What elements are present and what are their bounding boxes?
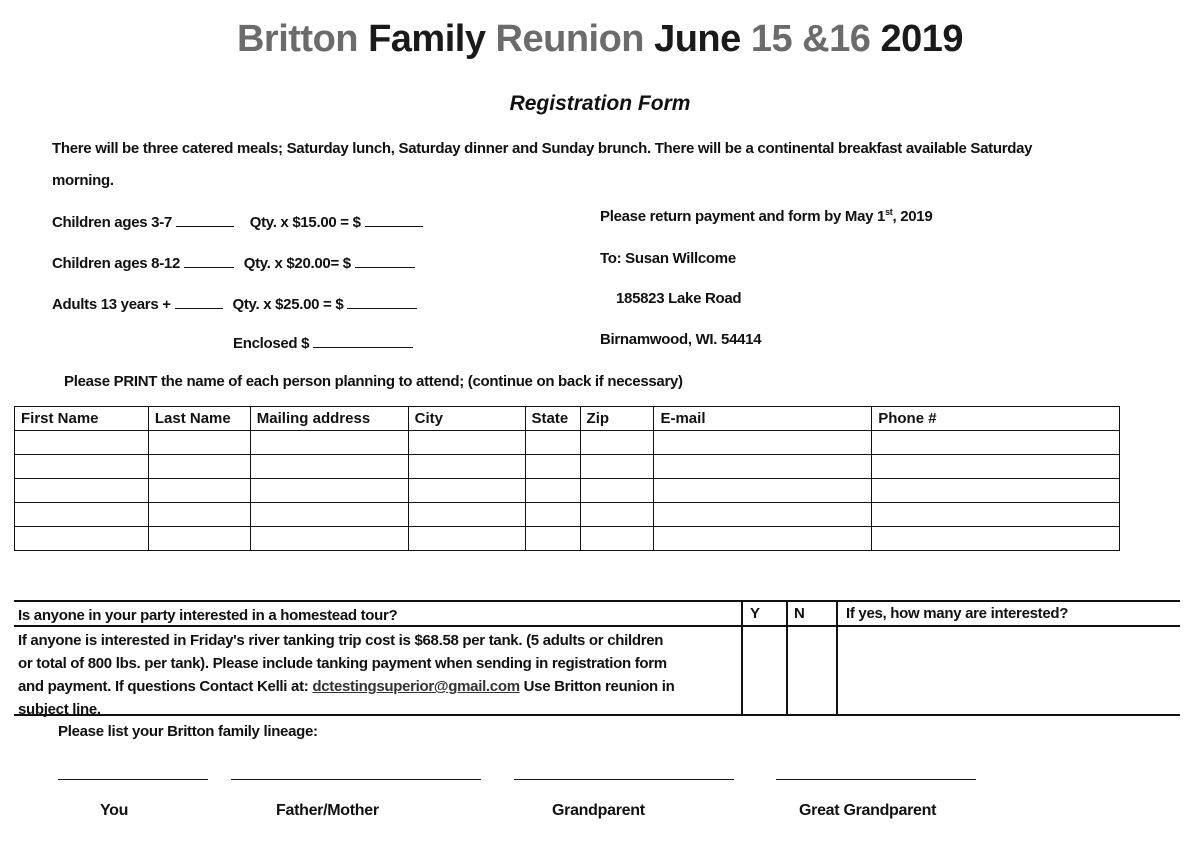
col-city: City xyxy=(408,407,525,431)
col-phone: Phone # xyxy=(872,407,1120,431)
lineage-line-parent[interactable] xyxy=(231,779,481,780)
table-cell[interactable] xyxy=(872,431,1120,455)
table-cell[interactable] xyxy=(250,479,408,503)
lineage-label-parent: Father/Mother xyxy=(276,802,379,819)
table-cell[interactable] xyxy=(250,503,408,527)
title-britton: Britton xyxy=(236,18,359,60)
table-cell[interactable] xyxy=(148,527,250,551)
price-label: Children ages 8-12 xyxy=(52,255,180,272)
enclosed-label: Enclosed $ xyxy=(233,335,310,352)
title-family: Family xyxy=(368,18,486,60)
table-row xyxy=(15,527,1120,551)
divider xyxy=(836,600,838,715)
lineage-prompt: Please list your Britton family lineage: xyxy=(58,723,318,740)
col-email: E-mail xyxy=(654,407,872,431)
table-cell[interactable] xyxy=(580,455,654,479)
col-first-name: First Name xyxy=(15,407,149,431)
table-cell[interactable] xyxy=(654,479,872,503)
return-to: To: Susan Willcome xyxy=(600,250,736,267)
table-cell[interactable] xyxy=(654,527,872,551)
table-cell[interactable] xyxy=(525,503,580,527)
return-deadline-sup: st xyxy=(885,207,893,217)
print-instructions: Please PRINT the name of each person planning to attend; (continue on back if necessary) xyxy=(64,373,683,390)
title-dates: 15 &16 xyxy=(750,18,871,60)
table-cell[interactable] xyxy=(580,527,654,551)
col-last-name: Last Name xyxy=(148,407,250,431)
table-row xyxy=(15,503,1120,527)
return-address-street: 185823 Lake Road xyxy=(616,290,742,307)
table-cell[interactable] xyxy=(408,527,525,551)
qty-blank[interactable] xyxy=(176,212,234,227)
table-cell[interactable] xyxy=(408,455,525,479)
river-line-3 xyxy=(18,675,743,698)
table-cell[interactable] xyxy=(148,479,250,503)
title-june: June xyxy=(654,18,741,60)
title-year: 2019 xyxy=(880,18,963,60)
table-row xyxy=(15,431,1120,455)
divider xyxy=(14,625,1180,627)
col-state: State xyxy=(525,407,580,431)
table-row xyxy=(15,455,1120,479)
table-cell[interactable] xyxy=(250,455,408,479)
answer-yes[interactable]: Y xyxy=(750,605,760,622)
table-cell[interactable] xyxy=(654,503,872,527)
table-cell[interactable] xyxy=(872,503,1120,527)
table-row xyxy=(15,479,1120,503)
price-label: Children ages 3-7 xyxy=(52,214,172,231)
table-cell[interactable] xyxy=(654,455,872,479)
attendee-table xyxy=(14,406,1120,551)
enclosed-row xyxy=(233,333,413,352)
divider xyxy=(786,600,788,715)
river-line-3-text: and payment. If questions Contact Kelli at: xyxy=(18,678,313,695)
divider xyxy=(14,600,1180,602)
table-cell[interactable] xyxy=(15,479,149,503)
return-deadline xyxy=(600,207,932,225)
intro-line-2: morning. xyxy=(52,172,114,189)
lineage-line-you[interactable] xyxy=(58,779,208,780)
return-address-city: Birnamwood, WI. 54414 xyxy=(600,331,762,348)
title-reunion: Reunion xyxy=(495,18,645,60)
lineage-label-great-grandparent: Great Grandparent xyxy=(799,802,937,819)
table-cell[interactable] xyxy=(408,431,525,455)
price-qty-text: Qty. x $15.00 = $ xyxy=(249,214,361,231)
table-cell[interactable] xyxy=(580,431,654,455)
col-zip: Zip xyxy=(580,407,654,431)
price-qty-text: Qty. x $20.00= $ xyxy=(243,255,351,272)
qty-blank[interactable] xyxy=(175,294,223,309)
table-cell[interactable] xyxy=(525,431,580,455)
table-cell[interactable] xyxy=(525,527,580,551)
table-cell[interactable] xyxy=(525,479,580,503)
table-cell[interactable] xyxy=(15,527,149,551)
table-cell[interactable] xyxy=(525,455,580,479)
river-line-3-tail: Use Britton reunion in xyxy=(519,678,675,695)
amount-blank[interactable] xyxy=(365,212,423,227)
table-cell[interactable] xyxy=(408,479,525,503)
table-cell[interactable] xyxy=(872,527,1120,551)
lineage-line-grandparent[interactable] xyxy=(514,779,734,780)
table-cell[interactable] xyxy=(872,479,1120,503)
return-deadline-text: Please return payment and form by May 1 xyxy=(600,208,886,225)
amount-blank[interactable] xyxy=(347,294,417,309)
table-cell[interactable] xyxy=(654,431,872,455)
col-mailing-address: Mailing address xyxy=(250,407,408,431)
lineage-label-grandparent: Grandparent xyxy=(552,802,645,819)
amount-blank[interactable] xyxy=(355,253,415,268)
price-row-children-8-12 xyxy=(52,253,415,272)
answer-no[interactable]: N xyxy=(794,605,805,622)
river-line-4: subject line. xyxy=(18,701,101,718)
return-deadline-year: , 2019 xyxy=(892,208,933,225)
table-cell[interactable] xyxy=(15,455,149,479)
intro-line-1: There will be three catered meals; Saturday lunch, Saturday dinner and Sunday brunch. There will be a continental breakfast available Saturday xyxy=(52,140,1033,157)
how-many-question: If yes, how many are interested? xyxy=(846,605,1069,622)
price-qty-text: Qty. x $25.00 = $ xyxy=(232,296,344,313)
table-cell[interactable] xyxy=(580,503,654,527)
page-title xyxy=(0,18,1200,61)
table-header-row xyxy=(15,407,1120,431)
table-cell[interactable] xyxy=(148,455,250,479)
river-tanking-info xyxy=(18,629,743,721)
table-cell[interactable] xyxy=(148,431,250,455)
homestead-question: Is anyone in your party interested in a homestead tour? xyxy=(18,607,398,624)
price-row-adults xyxy=(52,294,417,313)
river-line-2: or total of 800 lbs. per tank). Please include tanking payment when sending in registration form xyxy=(18,655,667,672)
price-label: Adults 13 years + xyxy=(52,296,171,313)
table-cell[interactable] xyxy=(148,503,250,527)
table-cell[interactable] xyxy=(250,527,408,551)
form-subtitle: Registration Form xyxy=(509,92,691,115)
table-cell[interactable] xyxy=(408,503,525,527)
price-row-children-3-7 xyxy=(52,212,423,231)
table-cell[interactable] xyxy=(15,503,149,527)
river-line-1: If anyone is interested in Friday's river tanking trip cost is $68.58 per tank. (5 adults or children xyxy=(18,632,664,649)
lineage-line-great-grandparent[interactable] xyxy=(776,779,976,780)
lineage-label-you: You xyxy=(100,802,129,819)
table-cell[interactable] xyxy=(15,431,149,455)
table-cell[interactable] xyxy=(872,455,1120,479)
table-cell[interactable] xyxy=(250,431,408,455)
enclosed-blank[interactable] xyxy=(313,333,413,348)
qty-blank[interactable] xyxy=(184,253,234,268)
contact-email-link[interactable]: dctestingsuperior@gmail.com xyxy=(312,678,520,695)
table-cell[interactable] xyxy=(580,479,654,503)
